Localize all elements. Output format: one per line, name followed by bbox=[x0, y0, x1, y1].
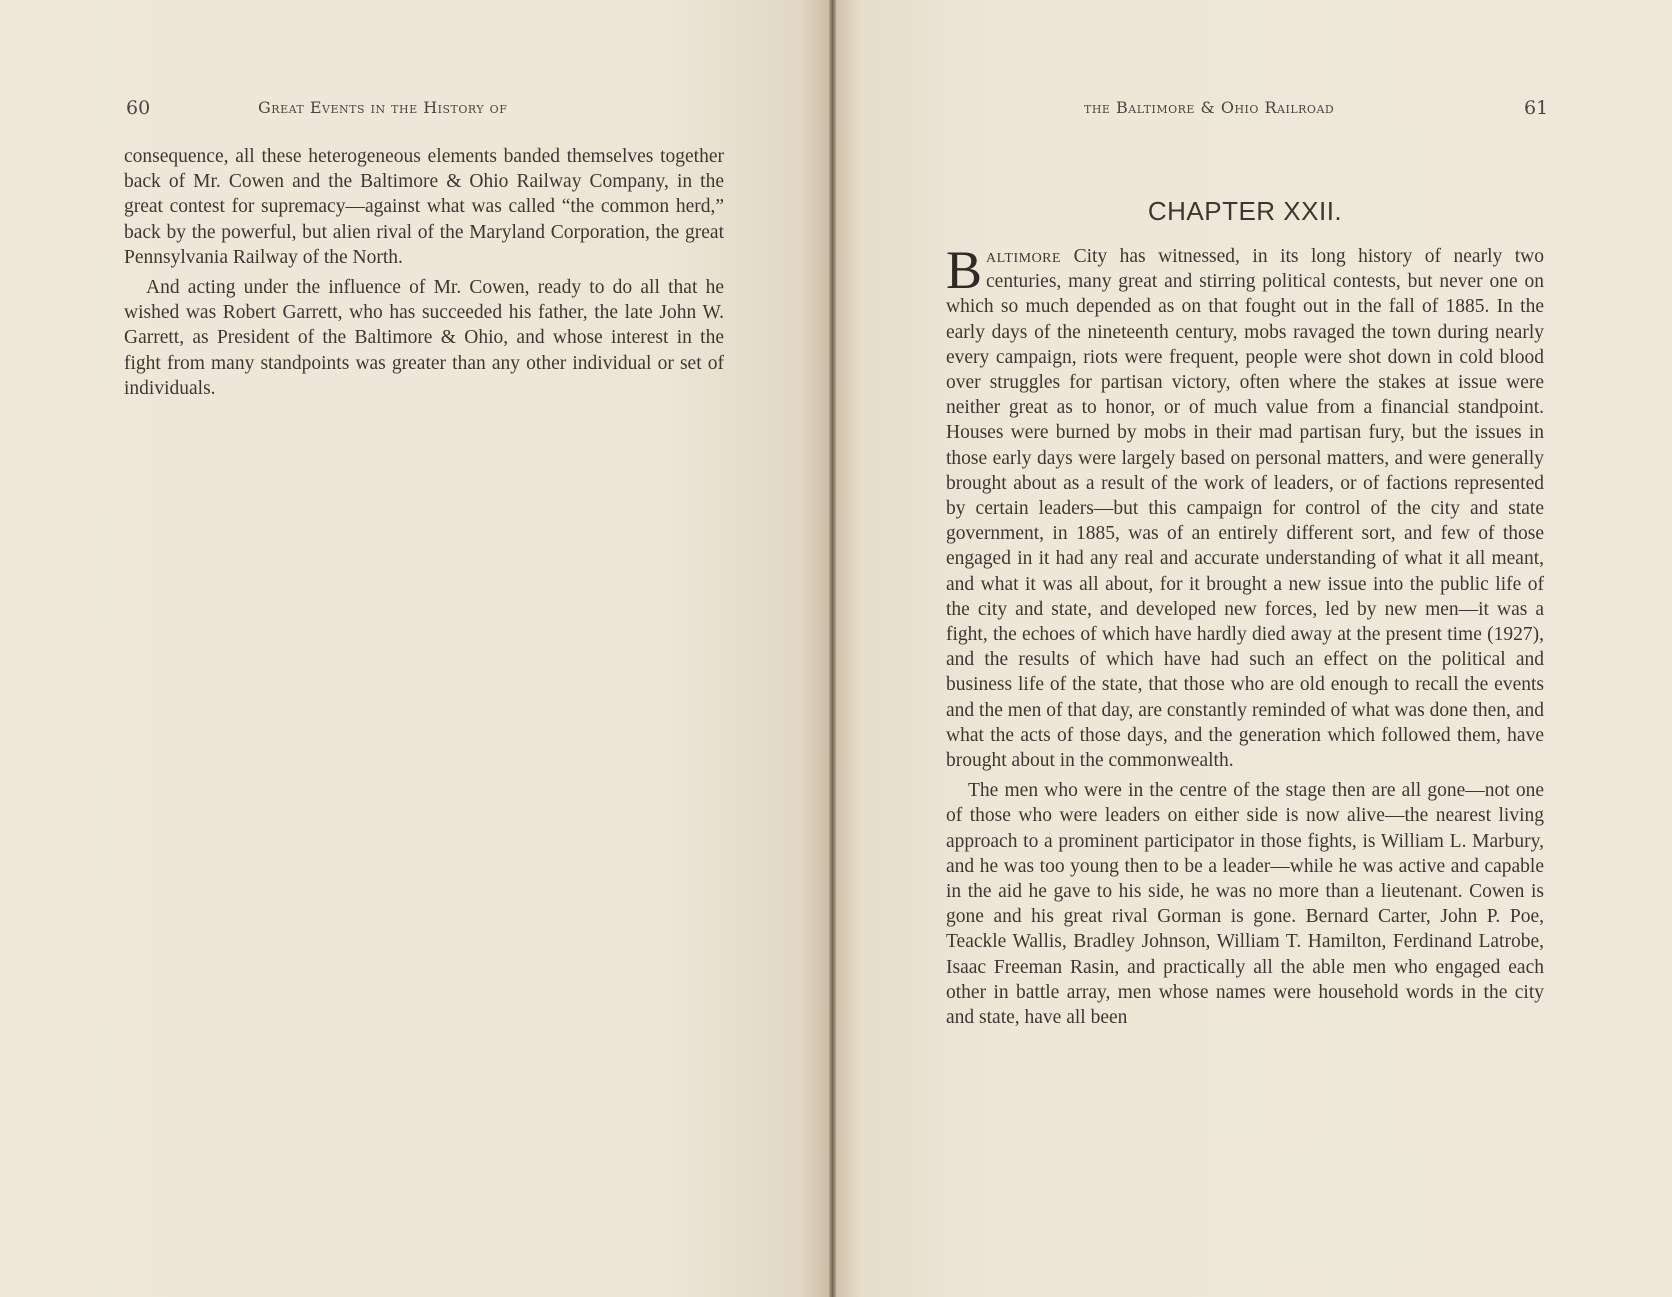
right-text-block bbox=[946, 240, 1544, 1030]
right-paragraph-2: The men who were in the centre of the stage then are all gone—not one of those who were leaders on either side is now alive—the nearest living approach to a prominent participator in those fights, is William L. Marbury, and he was too young then to be a leader—while he was active and capable in the aid he gave to his side, he was no more than a lieutenant. Cowen is gone and his great rival Gorman is gone. Bernard Carter, John P. Poe, Teackle Wallis, Bradley Johnson, William T. Hamilton, Ferdinand Latrobe, Isaac Freeman Rasin, and practically all the able men who engaged each other in battle array, men whose names were household words in the city and state, have all been bbox=[946, 780, 1544, 1029]
drop-cap: B bbox=[946, 240, 983, 300]
right-paragraph-1-text: City has witnessed, in its long history of nearly two centuries, many great and stirring political contests, but never one on which so much depended as on that fought out in the fall of 1885. In the early days of the nineteenth century, mobs ravaged the town during nearly every campaign, riots were frequent, people were shot down in cold blood over struggles for partisan victory, often where the stakes at issue were neither great as to honor, or of much value from a financial standpoint. Houses were burned by mobs in their mad partisan fury, but the issues in those early days were largely based on personal matters, and were generally brought about as a result of the work of leaders, or of factions represented by certain leaders—but this campaign for control of the city and state government, in 1885, was of an entirely different sort, and few of those engaged in it had any real and accurate understanding of what it all meant, and what it was all about, for it brought a new issue into the public life of the city and state, and developed new forces, led by new men—it was a fight, the echoes of which have hardly died away at the present time (1927), and the results of which have had such an effect on the political and business life of the state, that those who are old enough to recall the events and the men of that day, are constantly reminded of what was done then, and what the acts of those days, and the generation which followed them, have brought about in the commonwealth. bbox=[946, 246, 1544, 772]
right-paragraph-1 bbox=[946, 240, 1544, 773]
page-number-right: 61 bbox=[1524, 97, 1549, 119]
left-paragraph-2: And acting under the influence of Mr. Cowen, ready to do all that he wished was Robert Garrett, who has succeeded his father, the late John W. Garrett, as President of the Baltimore & Ohio, and whose interest in the fight from many standpoints was greater than any other individual or set of individuals. bbox=[124, 277, 724, 399]
running-head-left: Great Events in the History of bbox=[258, 98, 508, 117]
page-number-left: 60 bbox=[126, 97, 151, 119]
running-head-right: the Baltimore & Ohio Railroad bbox=[1084, 98, 1335, 117]
left-paragraph-1: consequence, all these heterogeneous elements banded themselves together back of Mr. Cowen and the Baltimore & Ohio Railway Company, in the great contest for supremacy—against what was called “the common herd,” back by the powerful, but alien rival of the Maryland Corporation, the great Pennsylvania Railway of the North. bbox=[124, 146, 724, 268]
left-page bbox=[0, 0, 832, 1297]
opening-small-caps: altimore bbox=[986, 246, 1062, 267]
left-text-block bbox=[124, 144, 724, 401]
chapter-title: CHAPTER XXII. bbox=[1147, 196, 1343, 226]
